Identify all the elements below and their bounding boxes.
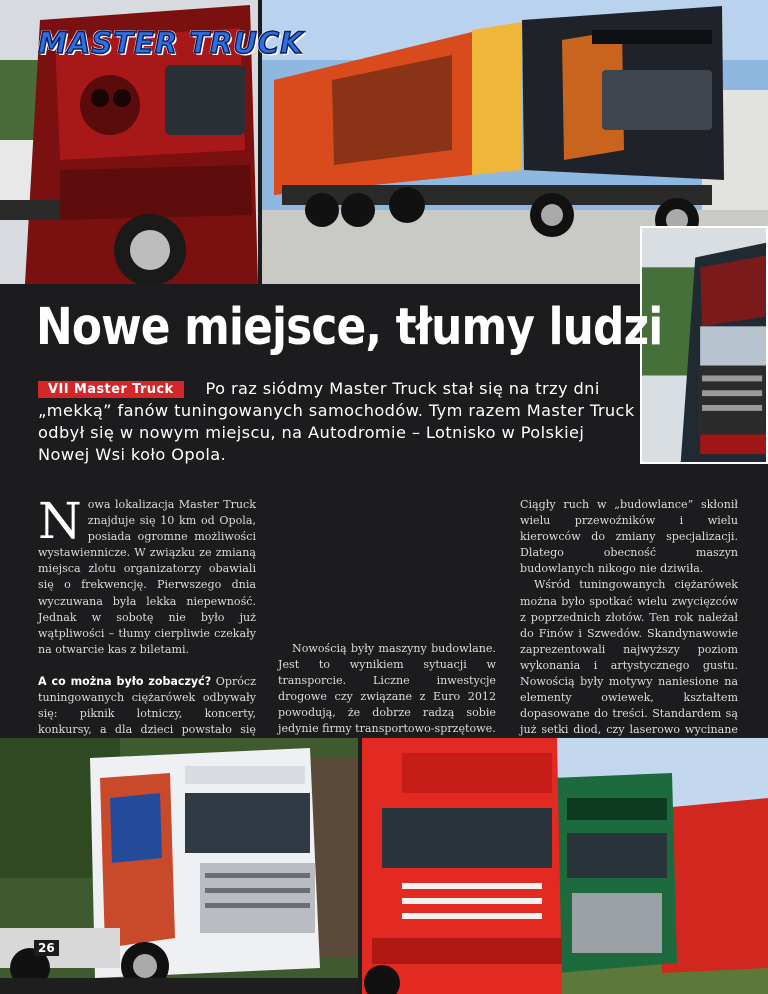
event-badge: VII Master Truck (38, 381, 184, 398)
paragraph-attractions-text: Oprócz tuningowanych ciężarówek odbywały się: piknik lotniczy, koncerty, konkursy, a dla dzieci powstało się (38, 674, 256, 737)
paragraph-intro-text: owa lokalizacja Master Truck znajduje się 10 km od Opola, posiada ogromne możliwości wystawienniczе. W związku ze zmianą miejsca zlotu organizatorzy obawiali się o frekwencję. Pierwszego dnia wyczuwana była lekka niepewność. Jednak w sobotę nie było już wątpliwości – tłumy cierpliwie czekały na otwarcie kas z biletami. (38, 498, 256, 656)
subheading: A co można było zobaczyć? (38, 674, 212, 688)
page-number: 26 (34, 940, 59, 956)
paragraph-construction-trend: Ciągły ruch w „budowlance” skłonił wielu przewoźników i wielu kierowców do zmiany specjalizacji. Dlatego obecność maszyn budowlanych nikogo nie dziwiła. (520, 498, 738, 576)
paragraph-intro (38, 492, 256, 658)
text-column-3 (520, 497, 738, 755)
article-lead (38, 378, 638, 466)
text-column-2-content (278, 497, 496, 738)
article-headline: Nowe miejsce, tłumy ludzi (36, 298, 663, 357)
paragraph-tuned-trucks: Wśród tuningowanych ciężarówek można było spotkać wielu zwycięzców z poprzednich złotów. Ten rok należał do Finów i Szwedów. Skandynawowie zaprezentowali najwyższy poziom wykonania i artystycznego gustu. Nowością były motywy naniesione na elementy owiewek, kształtem dopasowane do treści. Standardem są już setki diod, czy laserowo wycinane (520, 578, 738, 737)
drop-cap: N (38, 492, 82, 550)
paragraph-construction: Nowością były maszyny budowlane. Jest to wynikiem sytuacji w transporcie. Liczne inwestycje drogowe czy związane z Euro 2012 powodują, że dobrze radzą sobie jedynie firmy transportowo-sprzętowe. (278, 642, 496, 736)
master-truck-logo: MASTER TRUCK (38, 26, 304, 60)
photo-truck-lineup (362, 738, 768, 994)
lead-text: Po raz siódmy Master Truck stał się na trzy dni „mekką” fanów tuningowanych samochodów. Tym razem Master Truck odbył się w nowym miejscu, na Autodromie – Lotnisko w Polskiej Nowej Wsi koło Opola. (38, 379, 635, 464)
